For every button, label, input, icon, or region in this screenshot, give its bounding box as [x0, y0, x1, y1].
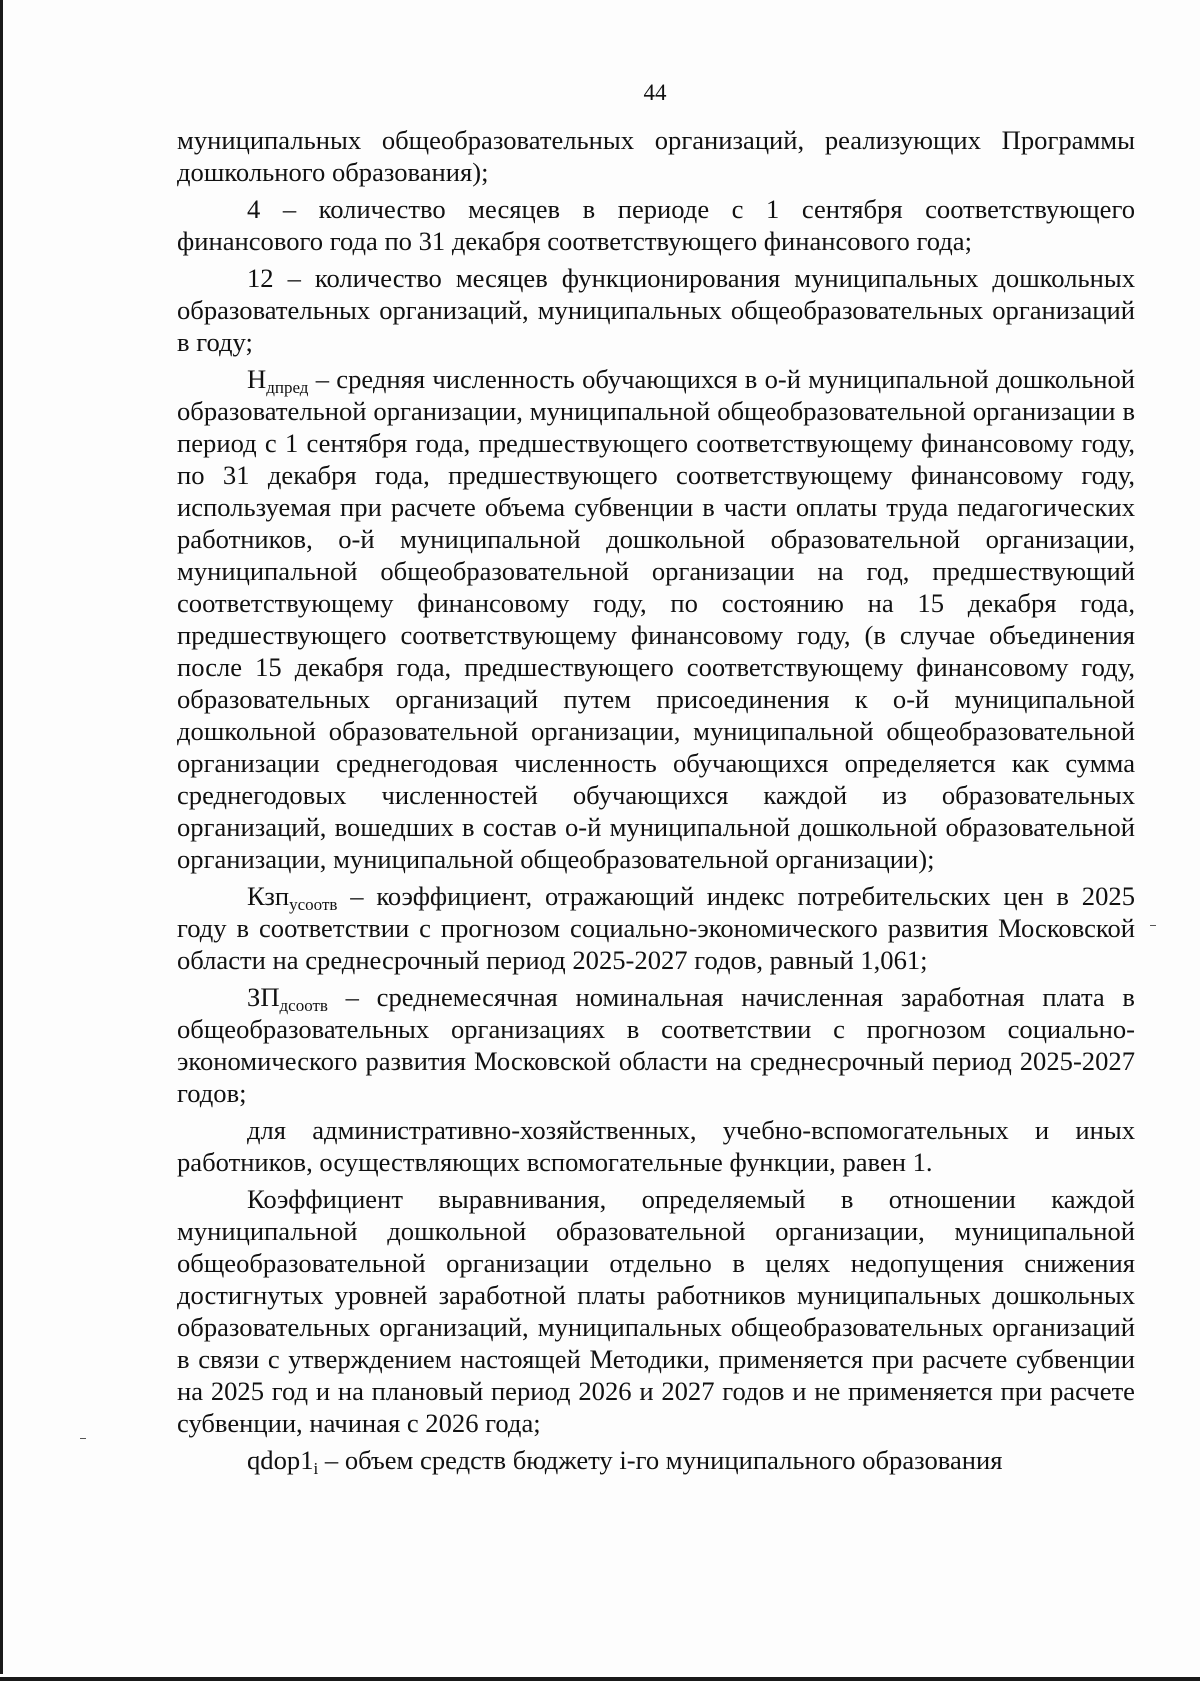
scan-bottom-edge	[0, 1674, 1200, 1686]
paragraph-zp-dsootv	[177, 981, 1135, 1109]
margin-mark	[1150, 925, 1156, 926]
margin-mark	[80, 1438, 86, 1439]
document-body	[177, 124, 1135, 1476]
variable-symbol: qdop1	[247, 1445, 314, 1475]
scan-left-edge	[0, 0, 3, 1686]
paragraph-support-staff: для административно-хозяйственных, учебно-вспомогательных и иных работников, осуществляющих вспомогательные функции, равен 1.	[177, 1115, 1135, 1177]
variable-symbol: ЗП	[247, 982, 280, 1012]
paragraph-n-dpred	[177, 363, 1135, 875]
paragraph-equalization-coefficient: Коэффициент выравнивания, определяемый в отношении каждой муниципальной дошкольной образовательной организации, муниципальной общеобразовательной организации отдельно в целях недопущения снижения достигнутых уровней заработной платы работников муниципальных дошкольных образовательных организаций, муниципальных общеобразовательных организаций в связи с утверждением настоящей Методики, применяется при расчете субвенции на 2025 год и на плановый период 2026 и 2027 годов и не применяется при расчете субвенции, начиная с 2026 года;	[177, 1184, 1135, 1438]
variable-subscript: дпред	[266, 378, 309, 397]
paragraph-twelve-months: 12 – количество месяцев функционирования муниципальных дошкольных образовательных организаций, муниципальных общеобразовательных организаций в году;	[177, 263, 1135, 357]
page-number: 44	[643, 80, 667, 105]
variable-symbol: Н	[247, 364, 267, 394]
paragraph-four-months: 4 – количество месяцев в периоде с 1 сентября соответствующего финансового года по 31 декабря соответствующего финансового года;	[177, 194, 1135, 256]
variable-definition: – средняя численность обучающихся в о-й муниципальной дошкольной образовательной организации, муниципальной общеобразовательной организации в период с 1 сентября года, предшествующего соответствующему финансовому году, по 31 декабря года, предшествующего соответствующему финансовому году, используемая при расчете объема субвенции в части оплаты труда педагогических работников, о-й муниципальной дошкольной образовательной организации, муниципальной общеобразовательной организации на год, предшествующий соответствующему финансовому году, по состоянию на 15 декабря года, предшествующего соответствующему финансовому году, (в случае объединения после 15 декабря года, предшествующего соответствующему финансовому году, образовательных организаций путем присоединения к о-й муниципальной дошкольной образовательной организации, муниципальной общеобразовательной организации среднегодовая численность обучающихся определяется как сумма среднегодовых численностей обучающихся каждой из образовательных организаций, вошедших в состав о-й муниципальной дошкольной образовательной организации, муниципальной общеобразовательной организации);	[177, 364, 1135, 874]
paragraph-continuation: муниципальных общеобразовательных организаций, реализующих Программы дошкольного образования);	[177, 125, 1135, 187]
variable-definition: – объем средств бюджету i-го муниципального образования	[318, 1445, 1003, 1475]
paragraph-qdop1	[177, 1444, 1135, 1476]
variable-subscript: i	[313, 1459, 319, 1478]
paragraph-kzp-usootv	[177, 880, 1135, 976]
variable-subscript: усоотв	[289, 895, 338, 914]
variable-symbol: Кзп	[247, 881, 290, 911]
variable-definition: – среднемесячная номинальная начисленная заработная плата в общеобразовательных организациях в соответствии с прогнозом социально-экономического развития Московской области на среднесрочный период 2025-2027 годов;	[177, 982, 1135, 1108]
variable-definition: – коэффициент, отражающий индекс потребительских цен в 2025 году в соответствии с прогнозом социально-экономического развития Московской области на среднесрочный период 2025-2027 годов, равный 1,061;	[177, 881, 1135, 975]
variable-subscript: дсоотв	[279, 996, 328, 1015]
